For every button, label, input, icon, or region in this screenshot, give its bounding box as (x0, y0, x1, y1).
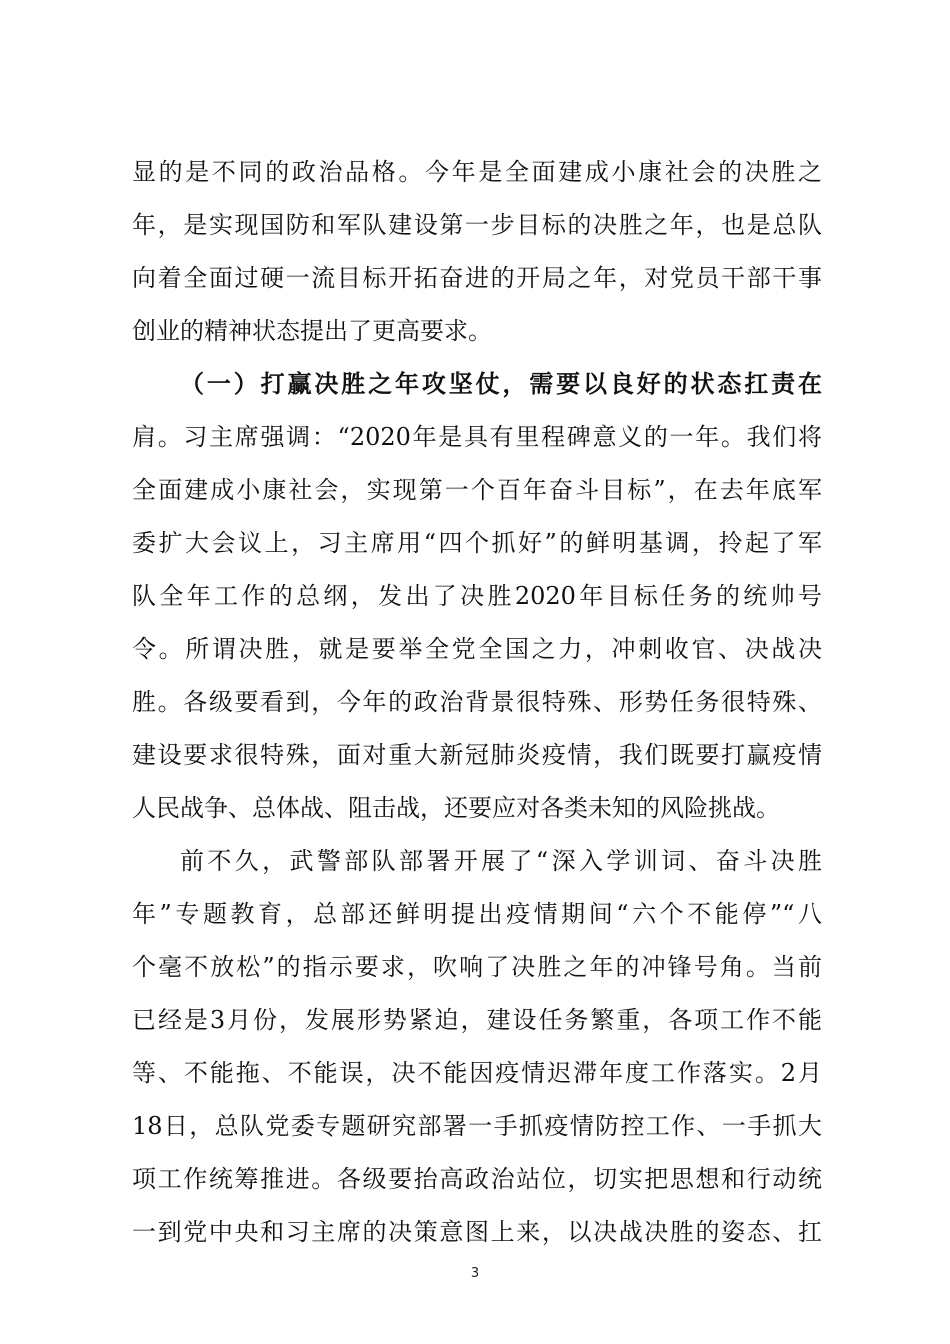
text-line: 已经是3月份，发展形势紧迫，建设任务繁重，各项工作不能 (132, 1006, 822, 1034)
text-line: 显的是不同的政治品格。今年是全面建成小康社会的决胜之 (132, 158, 822, 186)
text-line: 胜。各级要看到，今年的政治背景很特殊、形势任务很特殊、 (132, 688, 822, 716)
text-line: 肩。习主席强调：“2020年是具有里程碑意义的一年。我们将 (132, 423, 822, 451)
text-line: 前不久，武警部队部署开展了“深入学训词、奋斗决胜 (180, 847, 822, 875)
text-line: 项工作统筹推进。各级要抬高政治站位，切实把思想和行动统 (132, 1165, 822, 1193)
text-line: 令。所谓决胜，就是要举全党全国之力，冲刺收官、决战决 (132, 635, 822, 663)
text-line: 队全年工作的总纲，发出了决胜2020年目标任务的统帅号 (132, 582, 822, 610)
text-line: 向着全面过硬一流目标开拓奋进的开局之年，对党员干部干事 (132, 264, 822, 292)
text-line: 人民战争、总体战、阻击战，还要应对各类未知的风险挑战。 (132, 794, 780, 822)
text-line: 年，是实现国防和军队建设第一步目标的决胜之年，也是总队 (132, 211, 822, 239)
text-line: 创业的精神状态提出了更高要求。 (132, 317, 492, 345)
text-line: 委扩大会议上，习主席用“四个抓好”的鲜明基调，拎起了军 (132, 529, 822, 557)
text-line: 个毫不放松”的指示要求，吹响了决胜之年的冲锋号角。当前 (132, 953, 822, 981)
page-number: 3 (470, 1266, 480, 1281)
text-line: 建设要求很特殊，面对重大新冠肺炎疫情，我们既要打赢疫情 (132, 741, 822, 769)
text-line: 等、不能拖、不能误，决不能因疫情迟滞年度工作落实。2月 (132, 1059, 822, 1087)
section-heading: （一）打赢决胜之年攻坚仗，需要以良好的状态扛责在 (180, 369, 822, 398)
text-line: 18日，总队党委专题研究部署一手抓疫情防控工作、一手抓大 (132, 1112, 822, 1140)
text-line: 年”专题教育，总部还鲜明提出疫情期间“六个不能停”“八 (132, 900, 822, 928)
text-line: 一到党中央和习主席的决策意图上来，以决战决胜的姿态、扛 (132, 1218, 822, 1246)
text-line: 全面建成小康社会，实现第一个百年奋斗目标”，在去年底军 (132, 476, 822, 504)
